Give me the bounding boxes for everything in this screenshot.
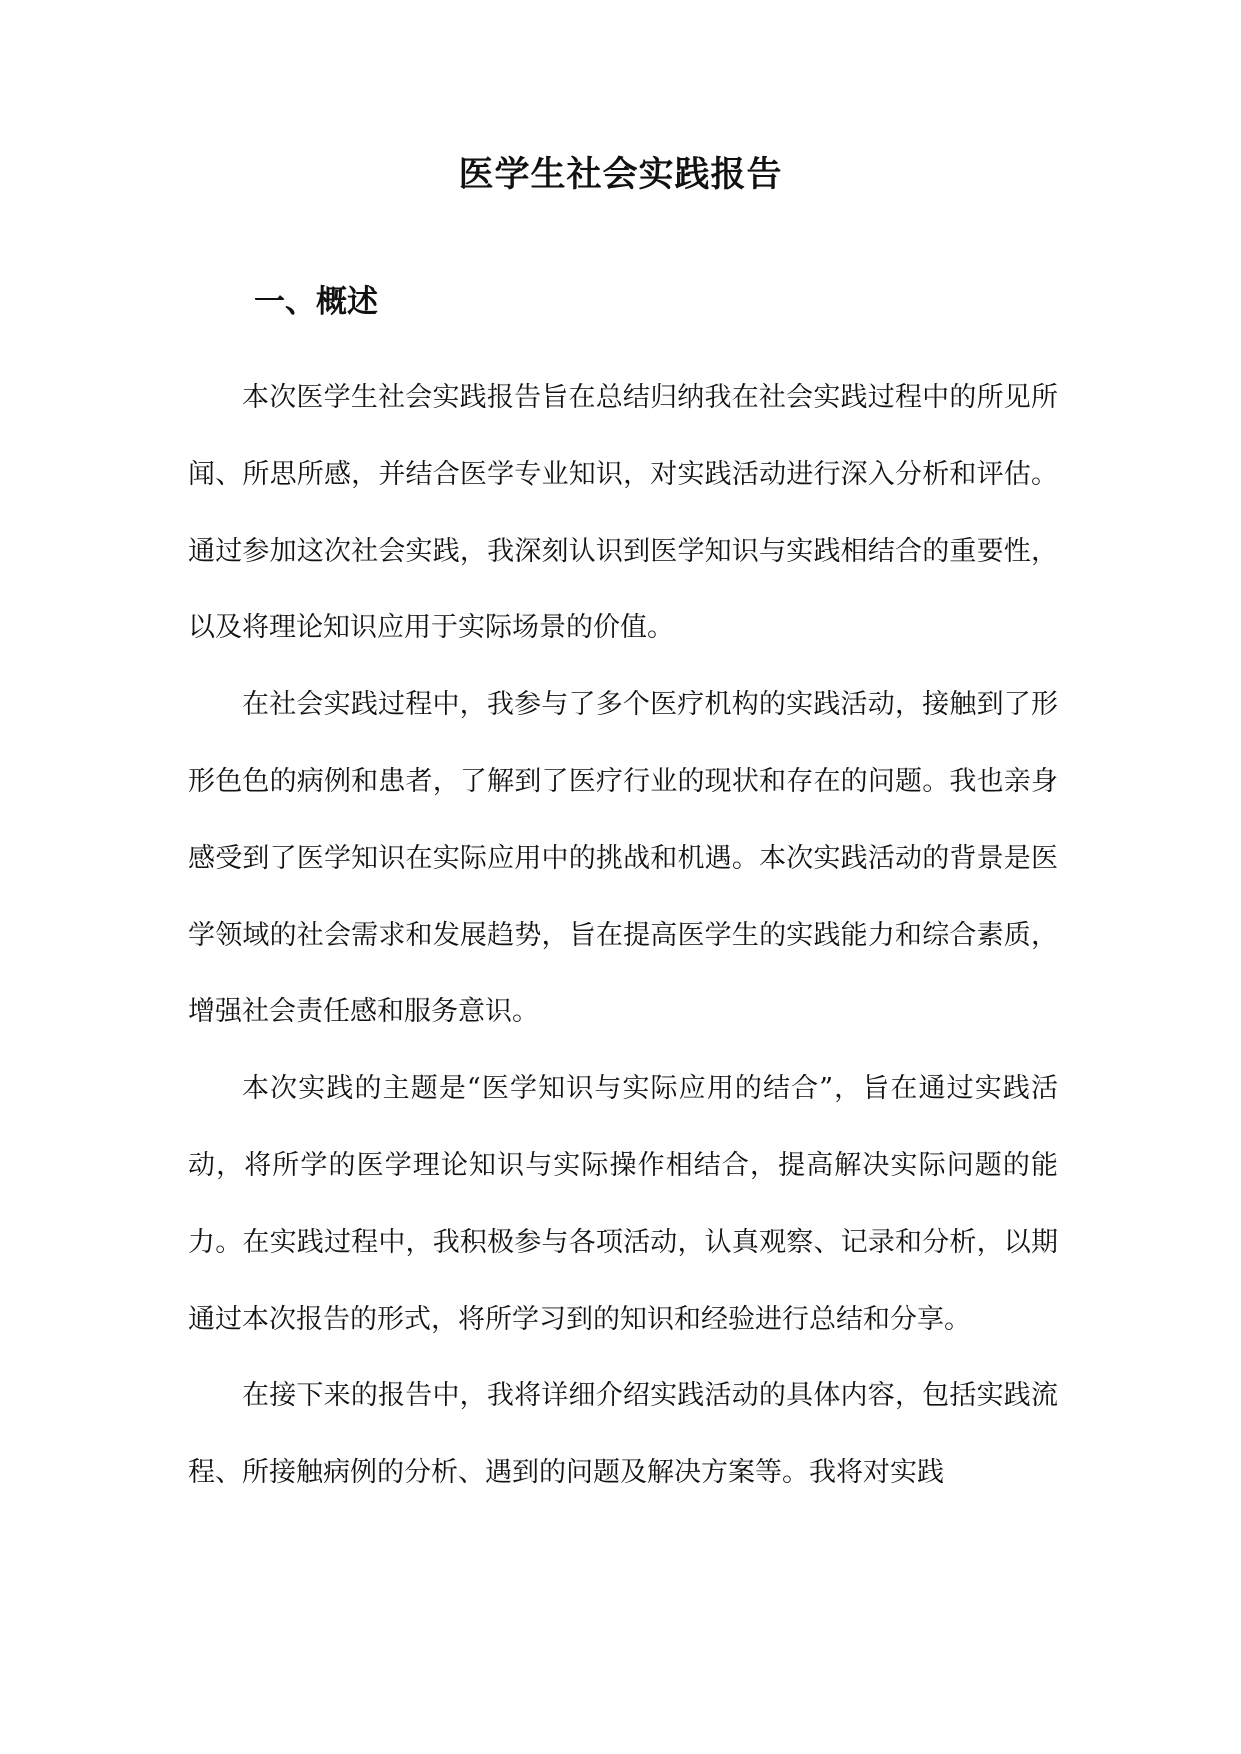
paragraph-2: 在社会实践过程中，我参与了多个医疗机构的实践活动，接触到了形形色色的病例和患者，了解到了医疗行业的现状和存在的问题。我也亲身感受到了医学知识在实际应用中的挑战和机遇。本次实践活动的背景是医学领域的社会需求和发展趋势，旨在提高医学生的实践能力和综合素质，增强社会责任感和服务意识。 — [188, 689, 1058, 1028]
document-title: 医学生社会实践报告 — [458, 154, 783, 195]
document-body — [188, 360, 1058, 1512]
section-heading-overview: 一、概述 — [254, 284, 378, 320]
paragraph-3: 本次实践的主题是“医学知识与实际应用的结合”，旨在通过实践活动，将所学的医学理论知识与实际操作相结合，提高解决实际问题的能力。在实践过程中，我积极参与各项活动，认真观察、记录和分析，以期通过本次报告的形式，将所学习到的知识和经验进行总结和分享。 — [188, 1073, 1058, 1335]
paragraph-4: 在接下来的报告中，我将详细介绍实践活动的具体内容，包括实践流程、所接触病例的分析、遇到的问题及解决方案等。我将对实践 — [188, 1380, 1058, 1489]
paragraph-1: 本次医学生社会实践报告旨在总结归纳我在社会实践过程中的所见所闻、所思所感，并结合医学专业知识，对实践活动进行深入分析和评估。通过参加这次社会实践，我深刻认识到医学知识与实践相结合的重要性，以及将理论知识应用于实际场景的价值。 — [188, 382, 1058, 644]
